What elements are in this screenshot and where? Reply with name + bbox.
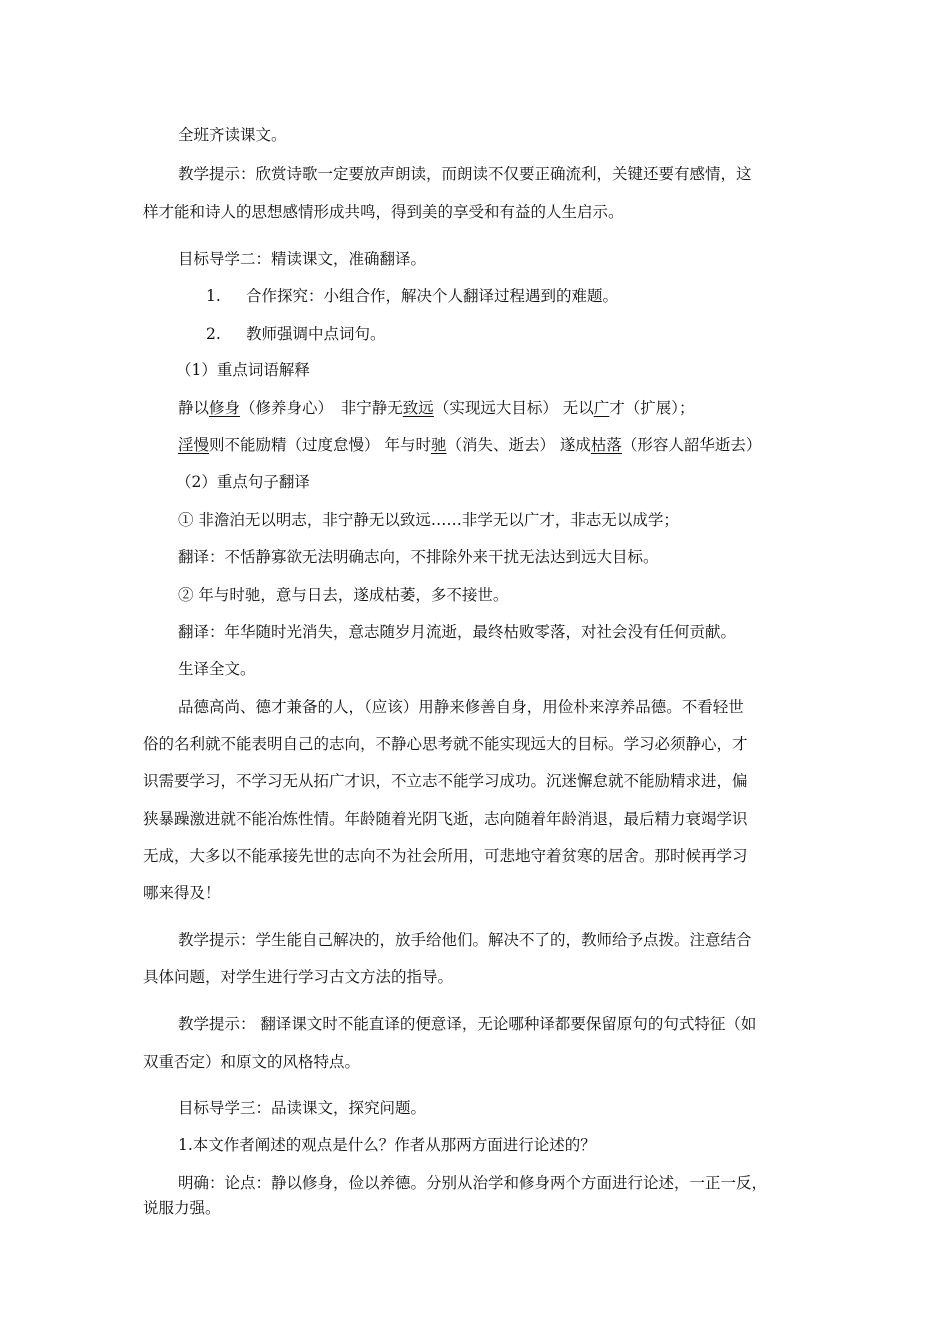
- answer-1-line-2: 说服力强。: [143, 1199, 221, 1217]
- sentence-2: ② 年与时驰，意与日去，遂成枯萎，多不接世。: [178, 586, 509, 604]
- section-key-sentences: （2）重点句子翻译: [176, 473, 310, 491]
- key-words-line-1: [178, 397, 695, 419]
- underlined-word: 枯落: [590, 436, 622, 454]
- underlined-word: 驰: [430, 436, 447, 454]
- list-number-1: 1.: [206, 287, 221, 305]
- goal-3-heading: 目标导学三：品读课文，探究问题。: [178, 1099, 427, 1117]
- line-class-read: 全班齐读课文。: [178, 126, 287, 144]
- text-segment: 则不能励精（过度怠慢） 年与时: [209, 436, 431, 454]
- teaching-tip-1-line-1: 教学提示：欣赏诗歌一定要放声朗读，而朗读不仅要正确流利，关键还要有感情，这: [178, 165, 752, 183]
- section-key-words: （1）重点词语解释: [176, 361, 310, 379]
- translation-paragraph-line-2: 俗的名利就不能表明自己的志向，不静心思考就不能实现远大的目标。学习必须静心，才: [143, 735, 748, 753]
- list-item-1-text: 合作探究：小组合作，解决个人翻译过程遇到的难题。: [246, 287, 619, 305]
- translation-2: 翻译：年华随时光消失，意志随岁月流逝，最终枯败零落，对社会没有任何贡献。: [178, 623, 737, 641]
- translation-paragraph-line-1: 品德高尚、德才兼备的人，（应该）用静来修善自身，用俭朴来淳养品德。不看轻世: [178, 698, 744, 716]
- underlined-word: 广: [593, 399, 610, 417]
- teaching-tip-2-line-1: 教学提示：学生能自己解决的，放手给他们。解决不了的，教师给予点拨。注意结合: [178, 931, 752, 949]
- teaching-tip-2-line-2: 具体问题，对学生进行学习古文方法的指导。: [143, 968, 454, 986]
- translation-1: 翻译：不恬静寡欲无法明确志向，不排除外来干扰无法达到远大目标。: [178, 548, 659, 566]
- key-words-line-2: [178, 434, 761, 456]
- teaching-tip-3-line-2: 双重否定）和原文的风格特点。: [143, 1053, 361, 1071]
- text-segment: 才（扩展）；: [609, 399, 695, 417]
- translation-paragraph-line-6: 哪来得及！: [143, 884, 221, 902]
- underlined-word: 致远: [402, 399, 434, 417]
- goal-2-heading: 目标导学二：精读课文，准确翻译。: [178, 250, 427, 268]
- translation-paragraph-line-5: 无成，大多以不能承接先世的志向不为社会所用，可悲地守着贫寒的居舍。那时候再学习: [143, 847, 748, 865]
- line-translate-full: 生译全文。: [178, 660, 256, 678]
- sentence-1: ① 非澹泊无以明志，非宁静无以致远……非学无以广才，非志无以成学；: [178, 511, 679, 529]
- text-segment: （修养身心） 非宁静无: [240, 399, 403, 417]
- text-segment: （形容人韶华逝去）: [621, 436, 762, 454]
- answer-1-line-1: 明确：论点：静以修身，俭以养德。分别从治学和修身两个方面进行论述，一正一反，: [178, 1174, 768, 1192]
- text-segment: （消失、逝去） 遂成: [446, 436, 591, 454]
- underlined-word: 修身: [209, 399, 241, 417]
- text-segment: （实现远大目标） 无以: [433, 399, 594, 417]
- question-1: 1.本文作者阐述的观点是什么？作者从那两方面进行论述的？: [178, 1136, 596, 1154]
- translation-paragraph-line-3: 识需要学习，不学习无从拓广才识，不立志不能学习成功。沉迷懈怠就不能励精求进，偏: [143, 772, 748, 790]
- translation-paragraph-line-4: 狭暴躁激进就不能冶炼性情。年龄随着光阴飞逝，志向随着年龄消退，最后精力衰竭学识: [143, 810, 748, 828]
- teaching-tip-1-line-2: 样才能和诗人的思想感情形成共鸣，得到美的享受和有益的人生启示。: [143, 203, 624, 221]
- text-segment: 静以: [178, 399, 210, 417]
- list-number-2: 2.: [206, 325, 221, 343]
- list-item-2-text: 教师强调中点词句。: [246, 325, 386, 343]
- teaching-tip-3-line-1: 教学提示： 翻译课文时不能直译的便意译，无论哪种译都要保留原句的句式特征（如: [178, 1015, 757, 1033]
- underlined-word: 淫慢: [178, 436, 210, 454]
